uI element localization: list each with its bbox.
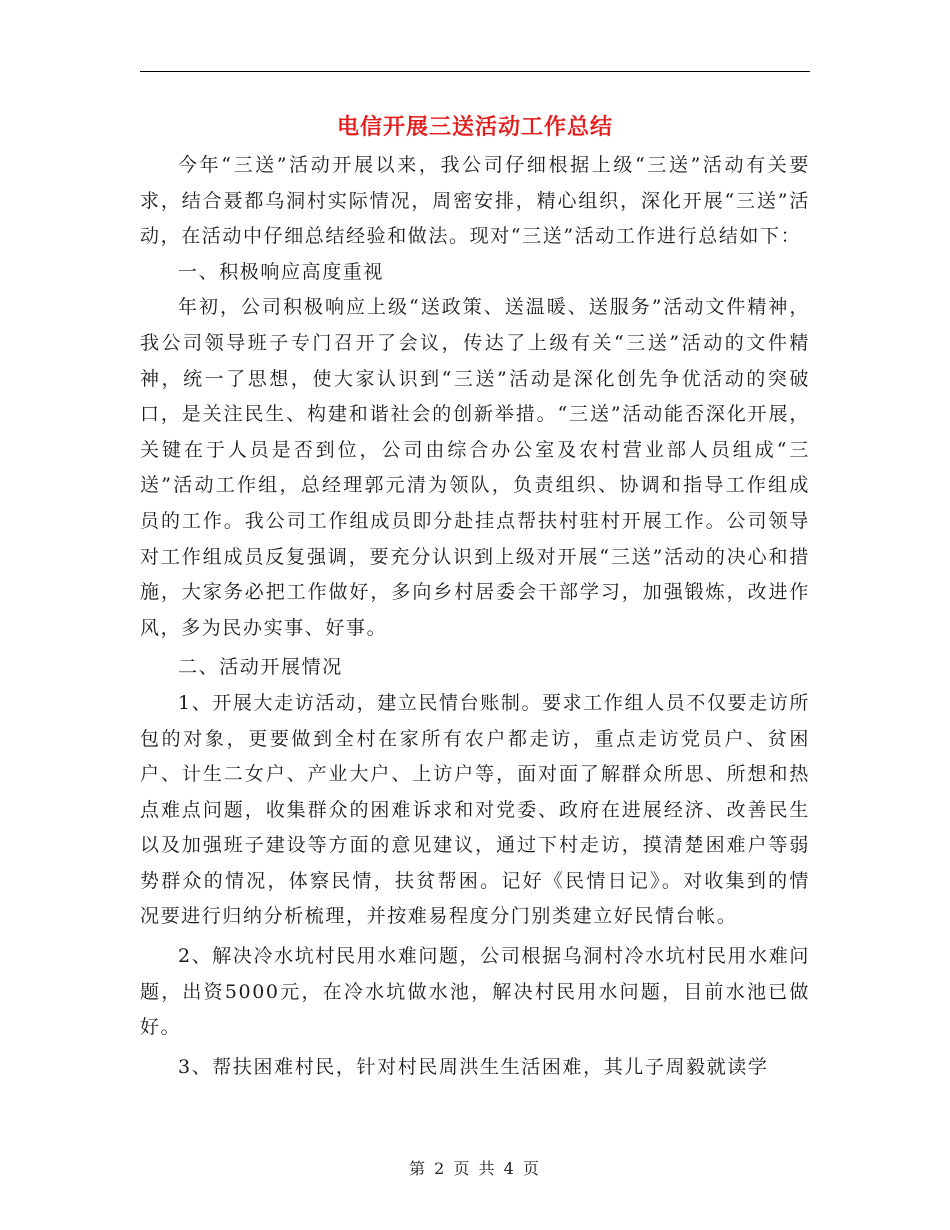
header-rule — [140, 71, 810, 72]
document-body — [140, 148, 810, 1085]
paragraph-item-3: 3、帮扶困难村民，针对村民周洪生生活困难，其儿子周毅就读学 — [178, 1055, 769, 1078]
document-title: 电信开展三送活动工作总结 — [336, 114, 613, 140]
section-heading-1: 一、积极响应高度重视 — [178, 260, 385, 283]
paragraph-item-1: 1、开展大走访活动，建立民情台账制。要求工作组人员不仅要走访所包的对象，更要做到全村在家所有农户都走访，重点走访党员户、贫困户、计生二女户、产业大户、上访户等，面对面了解群众所思、所想和热点难点问题，收集群众的困难诉求和对党委、政府在进展经济、改善民生以及加强班子建设等方面的意见建议，通过下村走访，摸清楚困难户等弱势群众的情况，体察民情，扶贫帮困。记好《民情日记》。对收集到的情况要进行归纳分析梳理，并按难易程度分门别类建立好民情台帐。 — [140, 691, 810, 928]
page-number-footer: 第 2 页 共 4 页 — [409, 1159, 541, 1178]
paragraph-intro: 今年“三送”活动开展以来，我公司仔细根据上级“三送”活动有关要求，结合聂都乌洞村实际情况，周密安排，精心组织，深化开展“三送”活动，在活动中仔细总结经验和做法。现对“三送”活动工作进行总结如下： — [140, 154, 810, 248]
paragraph-section-1: 年初，公司积极响应上级“送政策、送温暖、送服务”活动文件精神，我公司领导班子专门召开了会议，传达了上级有关“三送”活动的文件精神，统一了思想，使大家认识到“三送”活动是深化创先争优活动的突破口，是关注民生、构建和谐社会的创新举措。“三送”活动能否深化开展，关键在于人员是否到位，公司由综合办公室及农村营业部人员组成“三送”活动工作组，总经理郭元清为领队，负责组织、协调和指导工作组成员的工作。我公司工作组成员即分赴挂点帮扶村驻村开展工作。公司领导对工作组成员反复强调，要充分认识到上级对开展“三送”活动的决心和措施，大家务必把工作做好，多向乡村居委会干部学习，加强锻炼，改进作风，多为民办实事、好事。 — [140, 296, 810, 639]
section-heading-2: 二、活动开展情况 — [178, 656, 343, 679]
paragraph-item-2: 2、解决冷水坑村民用水难问题，公司根据乌洞村冷水坑村民用水难问题，出资5000元，在冷水坑做水池，解决村民用水问题，目前水池已做好。 — [140, 945, 810, 1039]
